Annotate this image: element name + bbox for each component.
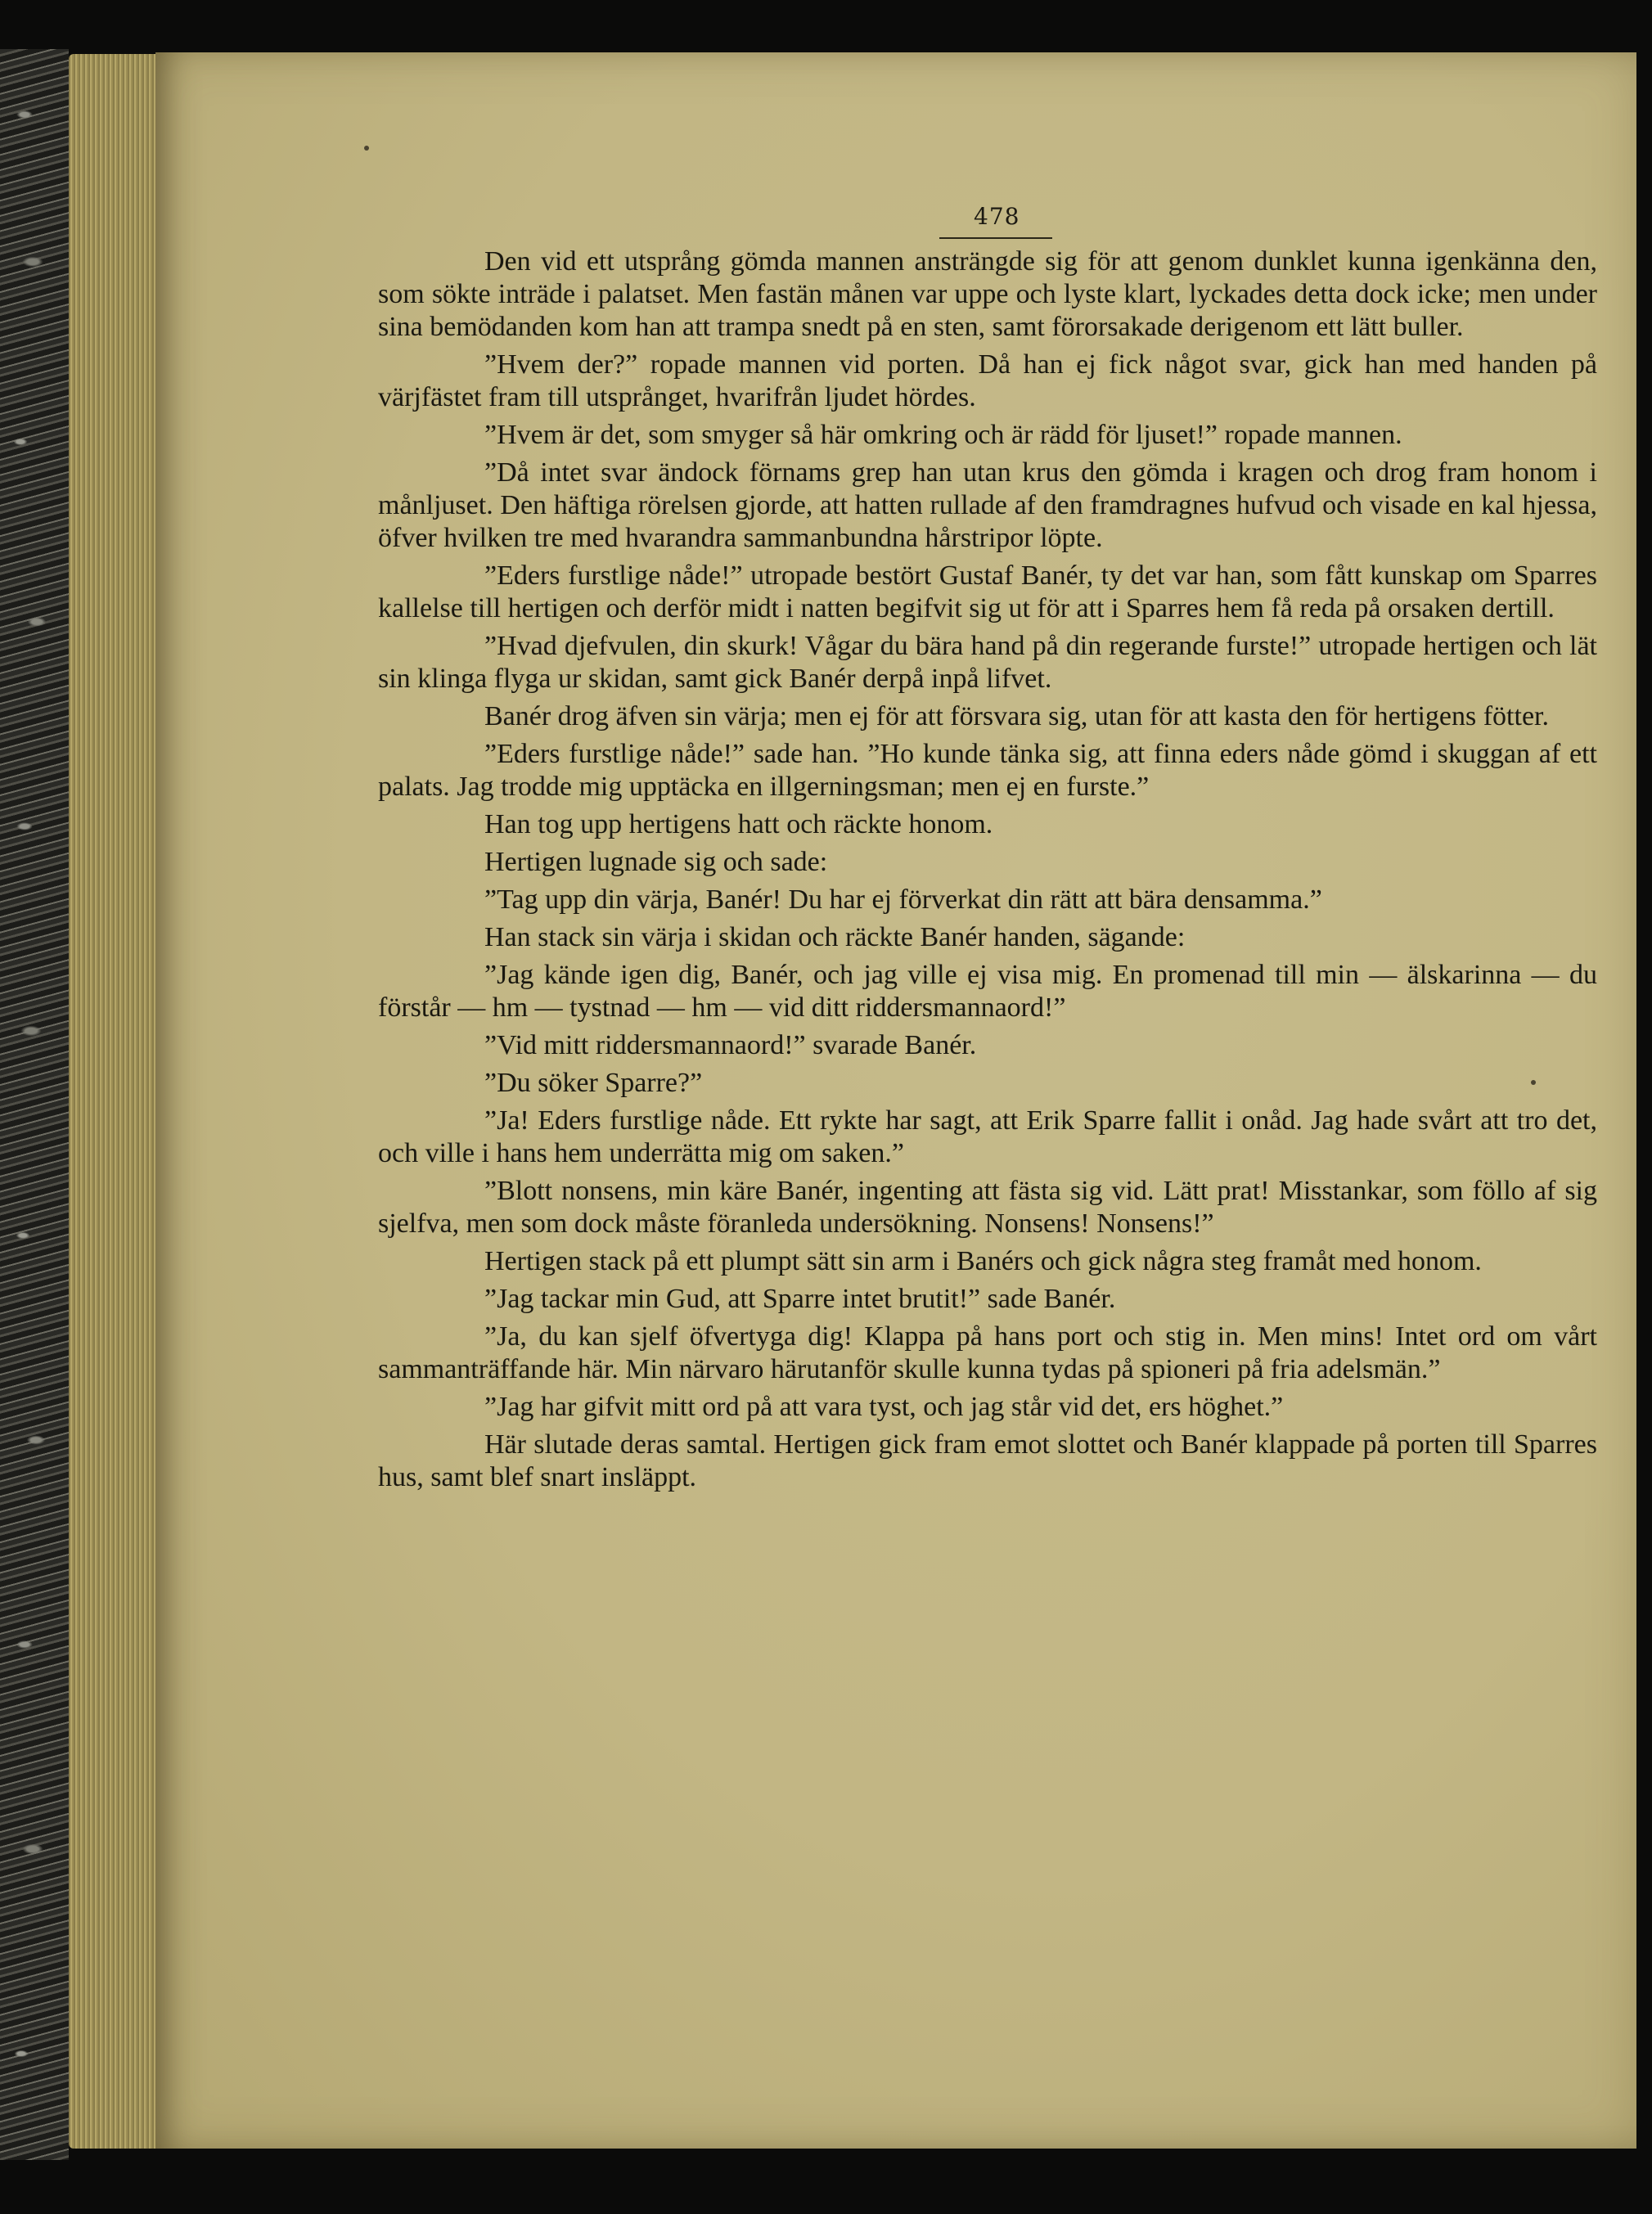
- paragraph: Han stack sin värja i skidan och räckte Banér handen, sägande:: [484, 922, 1186, 952]
- paragraph: ”Hvem der?” ropade mannen vid porten. Då han ej fick något svar, gick han med handen på värjfästet fram till utsprånget, hvarifrån ljudet hördes.: [378, 349, 1597, 412]
- marbled-cover: [0, 49, 69, 2160]
- paragraph: ”Då intet svar ändock förnams grep han utan krus den gömda i kragen och drog fram honom i månljuset. Den häftiga rörelsen gjorde, att hatten rullade af den framdragnes hufvud och visade en kal hjessa, öfver hvilken tre med hvarandra sammanbundna hårstripor löpte.: [378, 457, 1597, 553]
- paragraph: Den vid ett utsprång gömda mannen ansträngde sig för att genom dunklet kunna igenkänna den, som sökte inträde i palatset. Men fastän månen var uppe och lyste klart, lyckades detta dock icke; men under sina bemödanden kom han att trampa snedt på en sten, samt förorsakade derigenom ett lätt buller.: [378, 246, 1597, 342]
- paragraph: ”Du söker Sparre?”: [484, 1068, 703, 1098]
- paper-speck: [1531, 1080, 1536, 1085]
- paragraph: Hertigen lugnade sig och sade:: [484, 847, 828, 877]
- page-number-rule: [939, 237, 1052, 239]
- paragraph: ”Vid mitt riddersmannaord!” svarade Banér.: [484, 1030, 977, 1060]
- page-number: 478: [974, 203, 1020, 230]
- paragraph: ”Eders furstlige nåde!” utropade bestört Gustaf Banér, ty det var han, som fått kunskap om Sparres kallelse till hertigen och derför midt i natten begifvit sig ut för att i Sparres hem få reda på orsaken dertill.: [378, 560, 1597, 623]
- paragraph: Här slutade deras samtal. Hertigen gick fram emot slottet och Banér klappade på porten till Sparres hus, samt blef snart insläppt.: [378, 1429, 1597, 1492]
- paragraph: ”Jag har gifvit mitt ord på att vara tyst, och jag står vid det, ers höghet.”: [484, 1392, 1284, 1422]
- paragraph: ”Ja, du kan sjelf öfvertyga dig! Klappa på hans port och stig in. Men mins! Intet ord om vårt sammanträffande här. Min närvaro härutanför skulle kunna tydas på spioneri på fria adelsmän.”: [378, 1321, 1597, 1384]
- paper-speck: [364, 146, 369, 151]
- paragraph: ”Hvem är det, som smyger så här omkring och är rädd för ljuset!” ropade mannen.: [484, 420, 1402, 450]
- page-text: [378, 245, 1597, 1499]
- paragraph: Banér drog äfven sin värja; men ej för att försvara sig, utan för att kasta den för hertigens fötter.: [484, 701, 1549, 731]
- paragraph: ”Jag tackar min Gud, att Sparre intet brutit!” sade Banér.: [484, 1284, 1116, 1314]
- paragraph: ”Ja! Eders furstlige nåde. Ett rykte har sagt, att Erik Sparre fallit i onåd. Jag hade svårt att tro det, och ville i hans hem underrätta mig om saken.”: [378, 1105, 1597, 1168]
- paragraph: Han tog upp hertigens hatt och räckte honom.: [484, 809, 993, 839]
- paragraph: ”Hvad djefvulen, din skurk! Vågar du bära hand på din regerande furste!” utropade hertigen och lät sin klinga flyga ur skidan, samt gick Banér derpå inpå lifvet.: [378, 631, 1597, 694]
- paragraph: ”Tag upp din värja, Banér! Du har ej förverkat din rätt att bära densamma.”: [484, 884, 1322, 915]
- paragraph: Hertigen stack på ett plumpt sätt sin arm i Banérs och gick några steg framåt med honom.: [484, 1246, 1482, 1276]
- paragraph: ”Blott nonsens, min käre Banér, ingenting att fästa sig vid. Lätt prat! Misstankar, som föllo af sig sjelfva, men som dock måste föranleda undersökning. Nonsens! Nonsens!”: [378, 1176, 1597, 1239]
- paragraph: ”Eders furstlige nåde!” sade han. ”Ho kunde tänka sig, att finna eders nåde gömd i skuggan af ett palats. Jag trodde mig upptäcka en illgerningsman; men ej en furste.”: [378, 739, 1597, 802]
- paragraph: ”Jag kände igen dig, Banér, och jag ville ej visa mig. En promenad till min — älskarinna — du förstår — hm — tystnad — hm — vid ditt riddersmannaord!”: [378, 960, 1597, 1023]
